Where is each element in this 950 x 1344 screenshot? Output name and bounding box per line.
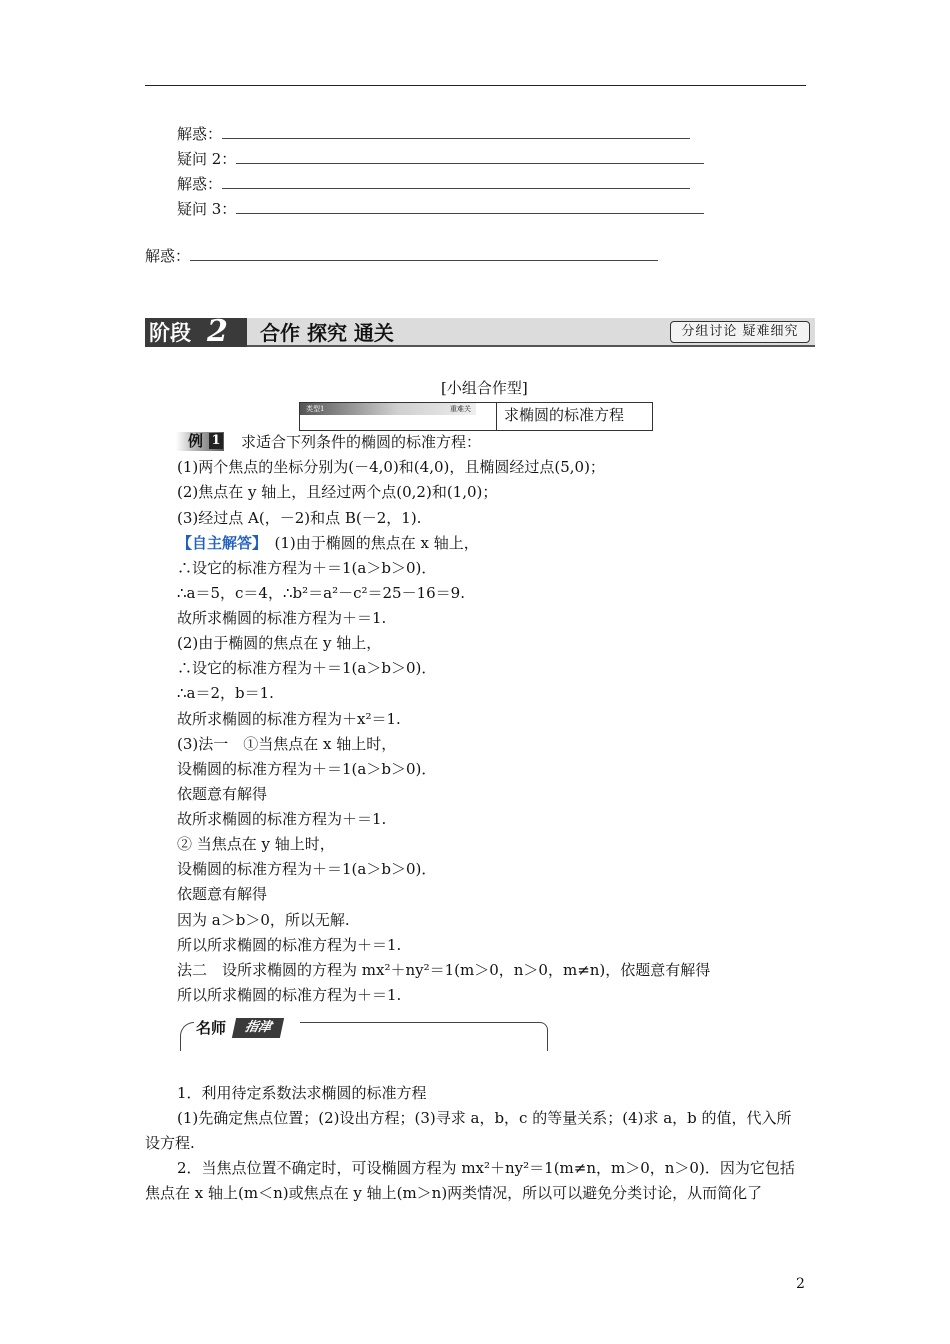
- answer-line-1: 解惑：: [177, 124, 690, 144]
- stage-banner: [145, 314, 815, 349]
- example-prompt: 求适合下列条件的椭圆的标准方程：: [241, 433, 482, 451]
- blank[interactable]: [236, 149, 704, 164]
- solution-line: 所以所求椭圆的标准方程为＋＝1.: [177, 986, 402, 1004]
- teacher-note: [180, 1016, 548, 1050]
- solution-first-line: 【自主解答】 (1)由于椭圆的焦点在 x 轴上，: [177, 534, 479, 552]
- example-condition: (3)经过点 A(，－2)和点 B(－2，1).: [177, 509, 422, 527]
- solution-line: ∴a＝2，b＝1.: [177, 684, 274, 702]
- example-condition: (2)焦点在 y 轴上，且经过两个点(0,2)和(1,0)；: [177, 483, 498, 501]
- solution-line: ∴a＝5，c＝4，∴b²＝a²－c²＝25－16＝9.: [177, 584, 465, 602]
- tip-line: 焦点在 x 轴上(m＜n)或焦点在 y 轴上(m＞n)两类情况，所以可以避免分类讨论，从而简化了: [145, 1184, 763, 1202]
- solution-line: 设椭圆的标准方程为＋＝1(a＞b＞0)．: [177, 760, 437, 778]
- solution-line: 因为 a＞b＞0，所以无解.: [177, 911, 350, 929]
- solution-line: ∴设它的标准方程为＋＝1(a＞b＞0)．: [177, 659, 437, 677]
- solution-line: 故所求椭圆的标准方程为＋＝1.: [177, 810, 387, 828]
- example-tag: 例 1: [176, 432, 224, 451]
- blank[interactable]: [222, 124, 690, 139]
- solution-line: ∴设它的标准方程为＋＝1(a＞b＞0)．: [177, 559, 437, 577]
- stage-title: 合作 探究 通关: [260, 321, 394, 345]
- solution-line: 故所求椭圆的标准方程为＋＝1.: [177, 609, 387, 627]
- type-name: 求椭圆的标准方程: [504, 406, 625, 424]
- section-type: [小组合作型]: [441, 379, 528, 397]
- solution-line: ② 当焦点在 y 轴上时，: [177, 835, 335, 853]
- tip-line: 设方程.: [145, 1134, 195, 1152]
- question-line-2: 疑问 2：: [177, 149, 704, 169]
- solution-line: 法二 设所求椭圆的方程为 mx²＋ny²＝1(m＞0，n＞0，m≠n)，依题意有解得: [177, 961, 711, 979]
- solution-line: 依题意有解得: [177, 885, 268, 903]
- type-difficulty: 重难关: [450, 405, 471, 413]
- tip-line: (1)先确定焦点位置；(2)设出方程；(3)寻求 a，b，c 的等量关系；(4)求 a，b 的值，代入所: [177, 1109, 792, 1127]
- note-label: 名师: [196, 1019, 227, 1037]
- tip-line: 2．当焦点位置不确定时，可设椭圆方程为 mx²＋ny²＝1(m≠n，m＞0，n＞0)．因为它包括: [177, 1159, 795, 1177]
- solution-line: (3)法一 ①当焦点在 x 轴上时，: [177, 735, 397, 753]
- tip-line: 1．利用待定系数法求椭圆的标准方程: [177, 1084, 427, 1102]
- solution-line: 设椭圆的标准方程为＋＝1(a＞b＞0)．: [177, 860, 437, 878]
- blank[interactable]: [236, 199, 704, 214]
- solution-line: 所以所求椭圆的标准方程为＋＝1.: [177, 936, 402, 954]
- self-answer-tag: 【自主解答】: [177, 534, 260, 552]
- stage-label: 阶段: [145, 318, 247, 347]
- type-box: [299, 402, 653, 431]
- solution-line: 故所求椭圆的标准方程为＋x²＝1.: [177, 710, 401, 728]
- page-number: 2: [796, 1276, 805, 1292]
- note-label-tag: 指津: [232, 1018, 284, 1038]
- solution-line: 依题意有解得: [177, 785, 268, 803]
- blank[interactable]: [222, 174, 690, 189]
- answer-line-2: 解惑：: [177, 174, 690, 194]
- example-condition: (1)两个焦点的坐标分别为(－4,0)和(4,0)，且椭圆经过点(5,0)；: [177, 458, 605, 476]
- type-label: 类型1: [306, 405, 325, 413]
- stage-number: 2: [207, 314, 228, 349]
- stage-tag: 分组讨论 疑难细究: [670, 321, 810, 343]
- blank[interactable]: [190, 246, 658, 261]
- solution-line: (2)由于椭圆的焦点在 y 轴上，: [177, 634, 382, 652]
- question-line-3: 疑问 3：: [177, 199, 704, 219]
- type-separator: [496, 403, 497, 430]
- header-rule: [145, 85, 806, 86]
- answer-line-3: 解惑：: [145, 246, 658, 266]
